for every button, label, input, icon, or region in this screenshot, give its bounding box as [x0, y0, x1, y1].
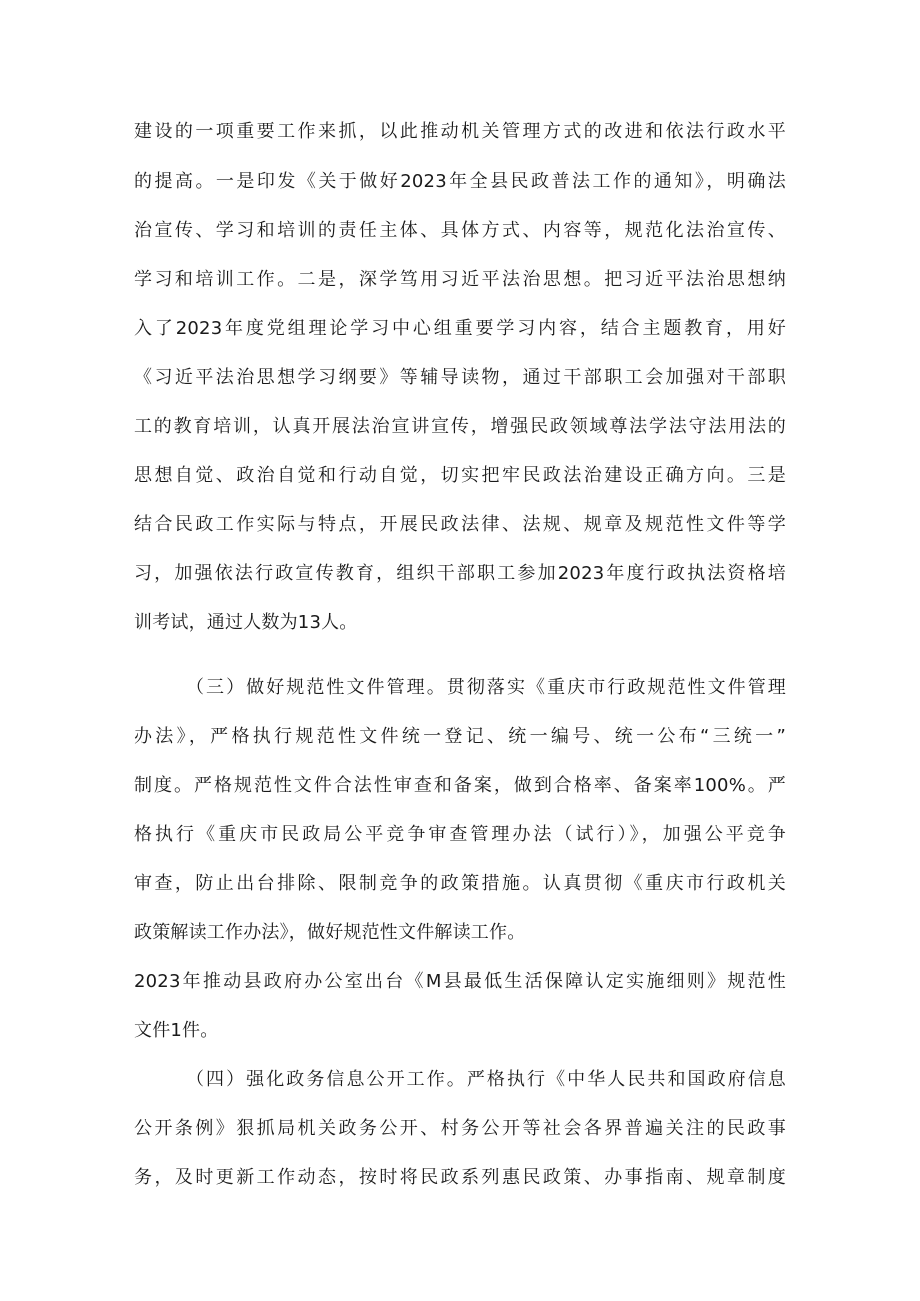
paragraph-2-line-6: 政策解读工作办法》，做好规范性文件解读工作。 — [134, 922, 526, 943]
paragraph-3-line-2: 文件1件。 — [134, 1020, 219, 1041]
paragraph-1-line-11: 训考试，通过人数为13人。 — [134, 612, 358, 633]
paragraph-2-line-2: 办法》，严格执行规范性文件统一登记、统一编号、统一公布“三统一” — [134, 726, 786, 747]
paragraph-4-line-1: （四）强化政务信息公开工作。严格执行《中华人民共和国政府信息 — [186, 1069, 786, 1090]
paragraph-2-line-4: 格执行《重庆市民政局公平竞争审查管理办法（试行）》，加强公平竞争 — [134, 824, 786, 845]
paragraph-1-line-2: 的提高。一是印发《关于做好2023年全县民政普法工作的通知》，明确法 — [134, 171, 786, 192]
paragraph-1-line-9: 结合民政工作实际与特点，开展民政法律、法规、规章及规范性文件等学 — [134, 514, 786, 535]
paragraph-4-line-3: 务，及时更新工作动态，按时将民政系列惠民政策、办事指南、规章制度 — [134, 1167, 786, 1188]
paragraph-1-line-3: 治宣传、学习和培训的责任主体、具体方式、内容等，规范化法治宣传、 — [134, 220, 786, 241]
paragraph-2-line-1: （三）做好规范性文件管理。贯彻落实《重庆市行政规范性文件管理 — [186, 677, 786, 698]
paragraph-1-line-8: 思想自觉、政治自觉和行动自觉，切实把牢民政法治建设正确方向。三是 — [134, 465, 786, 486]
paragraph-2-line-3: 制度。严格规范性文件合法性审查和备案，做到合格率、备案率100%。严 — [134, 775, 786, 796]
paragraph-1-line-6: 《习近平法治思想学习纲要》等辅导读物，通过干部职工会加强对干部职 — [134, 367, 786, 388]
paragraph-3-line-1: 2023年推动县政府办公室出台《M县最低生活保障认定实施细则》规范性 — [134, 971, 786, 992]
paragraph-1-line-4: 学习和培训工作。二是，深学笃用习近平法治思想。把习近平法治思想纳 — [134, 269, 786, 290]
paragraph-1-line-5: 入了2023年度党组理论学习中心组重要学习内容，结合主题教育，用好 — [134, 318, 786, 339]
paragraph-4-line-2: 公开条例》狠抓局机关政务公开、村务公开等社会各界普遍关注的民政事 — [134, 1118, 786, 1139]
paragraph-1-line-10: 习，加强依法行政宣传教育，组织干部职工参加2023年度行政执法资格培 — [134, 563, 786, 584]
paragraph-2-line-5: 审查，防止出台排除、限制竞争的政策措施。认真贯彻《重庆市行政机关 — [134, 873, 786, 894]
paragraph-1-line-1: 建设的一项重要工作来抓，以此推动机关管理方式的改进和依法行政水平 — [134, 121, 786, 142]
paragraph-1-line-7: 工的教育培训，认真开展法治宣讲宣传，增强民政领域尊法学法守法用法的 — [134, 416, 786, 437]
